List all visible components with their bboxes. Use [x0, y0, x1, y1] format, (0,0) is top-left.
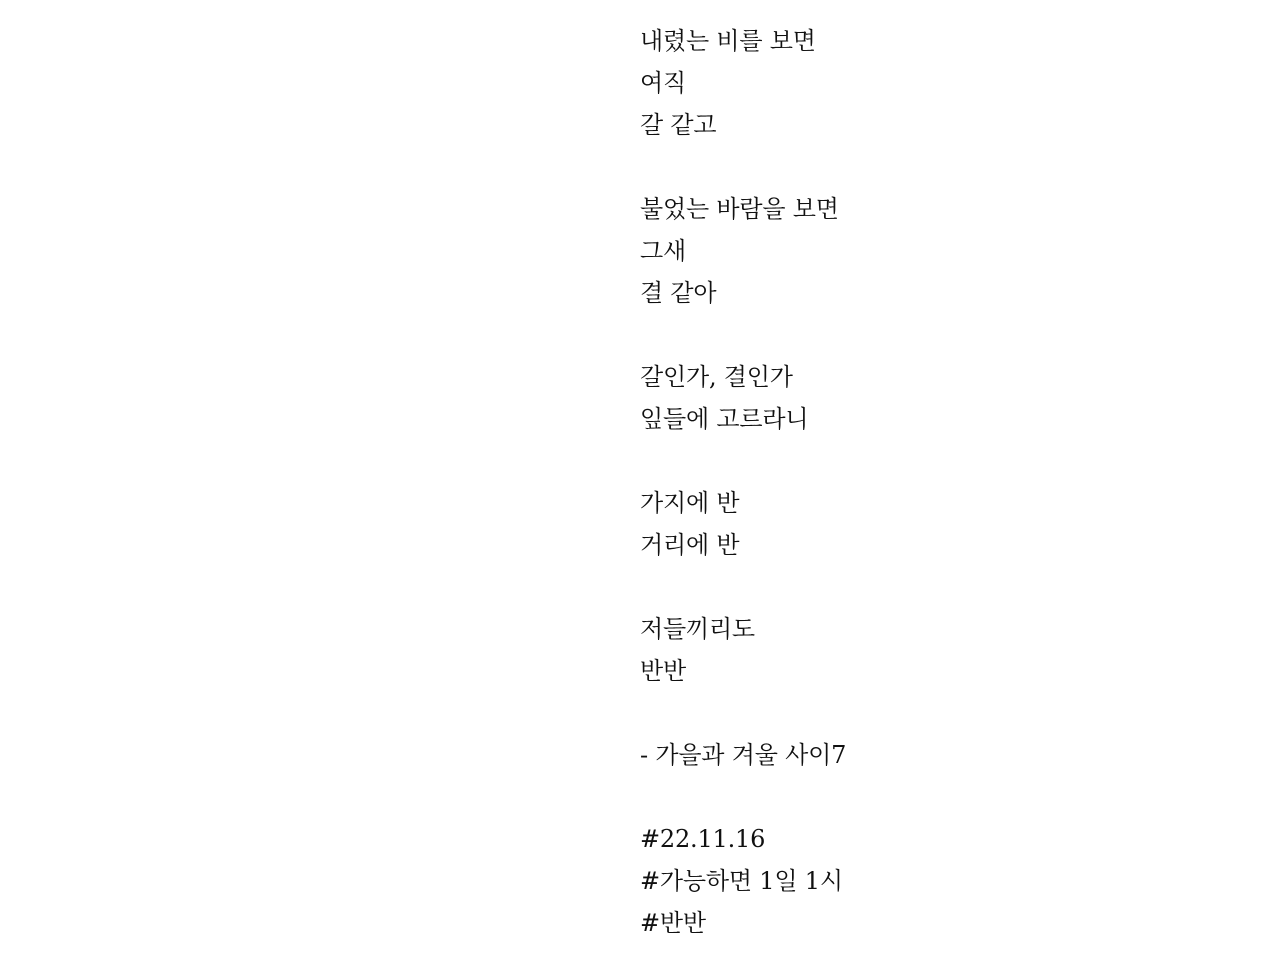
hashtag-list: [640, 818, 1240, 944]
poem-line: 반반: [640, 657, 686, 685]
poem-line: 갈인가, 결인가: [640, 363, 793, 391]
stanza: [640, 482, 1240, 566]
poem-line: 여직: [640, 69, 686, 97]
stanza-break: [640, 692, 1240, 734]
poem-line: 잎들에 고르라니: [640, 405, 809, 433]
poem-signature: - 가을과 겨울 사이7: [640, 741, 847, 769]
poem-line: 그새: [640, 237, 686, 265]
hashtag: #반반: [640, 909, 706, 937]
stanza-break: [640, 314, 1240, 356]
poem-line: 갈 같고: [640, 111, 717, 139]
poem-line: 불었는 바람을 보면: [640, 195, 839, 223]
hashtag-date: #22.11.16: [640, 825, 766, 853]
stanza: [640, 608, 1240, 692]
poem-line: 내렸는 비를 보면: [640, 27, 816, 55]
stanza: [640, 188, 1240, 314]
stanza: [640, 20, 1240, 146]
poem-body: [640, 20, 1240, 944]
poem-line: 결 같아: [640, 279, 717, 307]
stanza-break: [640, 146, 1240, 188]
poem-line: 거리에 반: [640, 531, 740, 559]
poem-line: 가지에 반: [640, 489, 740, 517]
stanza-break: [640, 776, 1240, 818]
stanza: [640, 356, 1240, 440]
stanza-break: [640, 566, 1240, 608]
poem-line: 저들끼리도: [640, 615, 755, 643]
hashtag: #가능하면 1일 1시: [640, 867, 843, 895]
stanza-break: [640, 440, 1240, 482]
